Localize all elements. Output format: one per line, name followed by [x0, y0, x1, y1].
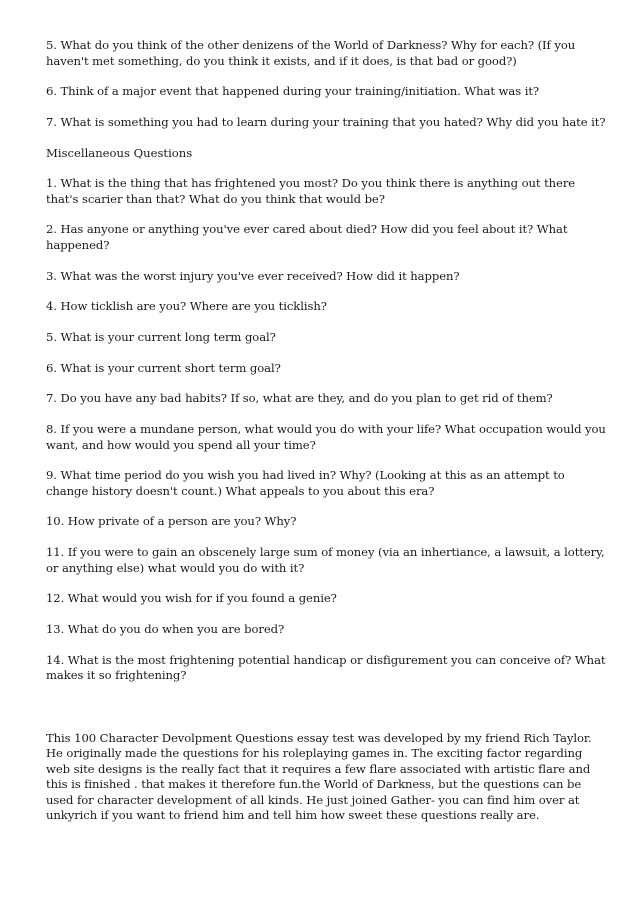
- section-spacer: [46, 699, 606, 731]
- misc-question-7: 7. Do you have any bad habits? If so, what are they, and do you plan to get rid of them?: [46, 391, 553, 406]
- misc-question-13: 13. What do you do when you are bored?: [46, 622, 285, 636]
- training-question-6: 6. Think of a major event that happened during your training/initiation. What was it?: [46, 84, 540, 99]
- misc-question-5: 5. What is your current long term goal?: [46, 330, 276, 344]
- misc-question-12: 12. What would you wish for if you found a genie?: [46, 591, 337, 606]
- misc-question-8: 8. If you were a mundane person, what would you do with your life? What occupation would you want, and how would you spend all your time?: [46, 422, 606, 452]
- training-question-5: 5. What do you think of the other denizens of the World of Darkness? Why for each? (If you haven't met something, do you think it exists, and if it does, is that bad or good?): [46, 38, 576, 68]
- misc-question-9: 9. What time period do you wish you had lived in? Why? (Looking at this as an attempt to change history doesn't count.) What appeals to you about this era?: [46, 468, 565, 498]
- misc-question-10: 10. How private of a person are you? Why?: [46, 514, 297, 529]
- document-page: [46, 38, 606, 824]
- misc-section-heading: Miscellaneous Questions: [46, 145, 193, 160]
- misc-question-6: 6. What is your current short term goal?: [46, 360, 281, 375]
- misc-question-2: 2. Has anyone or anything you've ever cared about died? How did you feel about it? What happened?: [46, 222, 568, 252]
- misc-question-14: 14. What is the most frightening potential handicap or disfigurement you can conceive of? What makes it so frightening?: [46, 652, 606, 683]
- about-paragraph: This 100 Character Devolpment Questions essay test was developed by my friend Rich Taylor. He originally made the questions for his roleplaying games in. The exciting factor regarding web site designs is the really fact that it requires a few flare associated with artistic flare and this is finished . that makes it therefore fun.the World of Darkness, but the questions can be used for character development of all kinds. He just joined Gather- you can find him over at unkyrich if you want to friend him and tell him how sweet these questions really are.: [46, 730, 592, 823]
- misc-question-4: 4. How ticklish are you? Where are you ticklish?: [46, 299, 327, 314]
- misc-question-1: 1. What is the thing that has frightened you most? Do you think there is anything out there that's scarier than that? What do you think that would be?: [46, 176, 576, 206]
- misc-question-11: 11. If you were to gain an obscenely large sum of money (via an inhertiance, a lawsuit, a lottery, or anything else) what would you do with it?: [46, 545, 605, 575]
- misc-question-3: 3. What was the worst injury you've ever received? How did it happen?: [46, 268, 460, 283]
- training-question-7: 7. What is something you had to learn during your training that you hated? Why did you hate it?: [46, 114, 606, 129]
